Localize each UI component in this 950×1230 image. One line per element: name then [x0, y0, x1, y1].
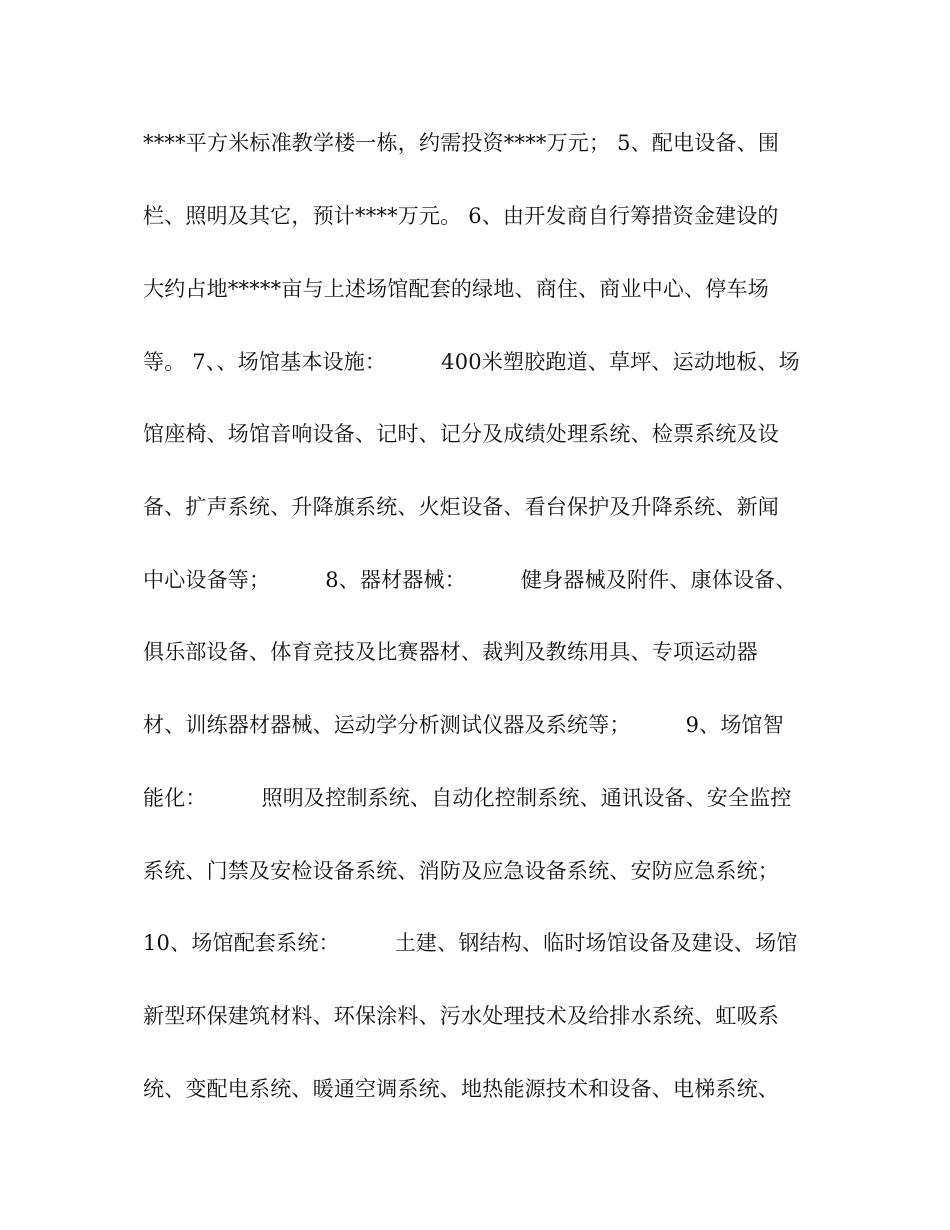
body-text-line: 统、变配电系统、暖通空调系统、地热能源技术和设备、电梯系统、 — [143, 1077, 779, 1101]
body-text-line: 大约占地*****亩与上述场馆配套的绿地、商住、商业中心、停车场 — [143, 277, 769, 301]
body-text-line: 系统、门禁及安检设备系统、消防及应急设备系统、安防应急系统； — [143, 859, 779, 883]
body-text-line: 新型环保建筑材料、环保涂料、污水处理技术及给排水系统、虹吸系 — [143, 1004, 779, 1028]
body-text-line: 等。 7、、场馆基本设施： 400米塑胶跑道、草坪、运动地板、场 — [143, 350, 800, 374]
body-text-line: 馆座椅、场馆音响设备、记时、记分及成绩处理系统、检票系统及设 — [143, 422, 779, 446]
body-text-line: 10、场馆配套系统： 土建、钢结构、临时场馆设备及建设、场馆 — [143, 931, 798, 955]
body-text-line: 俱乐部设备、体育竞技及比赛器材、裁判及教练用具、专项运动器 — [143, 640, 758, 664]
body-text-line: 备、扩声系统、升降旗系统、火炬设备、看台保护及升降系统、新闻 — [143, 495, 779, 519]
body-text-line: ****平方米标准教学楼一栋，约需投资****万元； 5、配电设备、围 — [143, 131, 780, 155]
body-text-line: 栏、照明及其它，预计****万元。 6、由开发商自行筹措资金建设的 — [143, 204, 779, 228]
body-text-line: 中心设备等； 8、器材器械： 健身器械及附件、康体设备、 — [143, 568, 797, 592]
body-text-line: 能化： 照明及控制系统、自动化控制系统、通讯设备、安全监控 — [143, 786, 792, 810]
body-text-line: 材、训练器材器械、运动学分析测试仪器及系统等； 9、场馆智 — [143, 713, 784, 737]
